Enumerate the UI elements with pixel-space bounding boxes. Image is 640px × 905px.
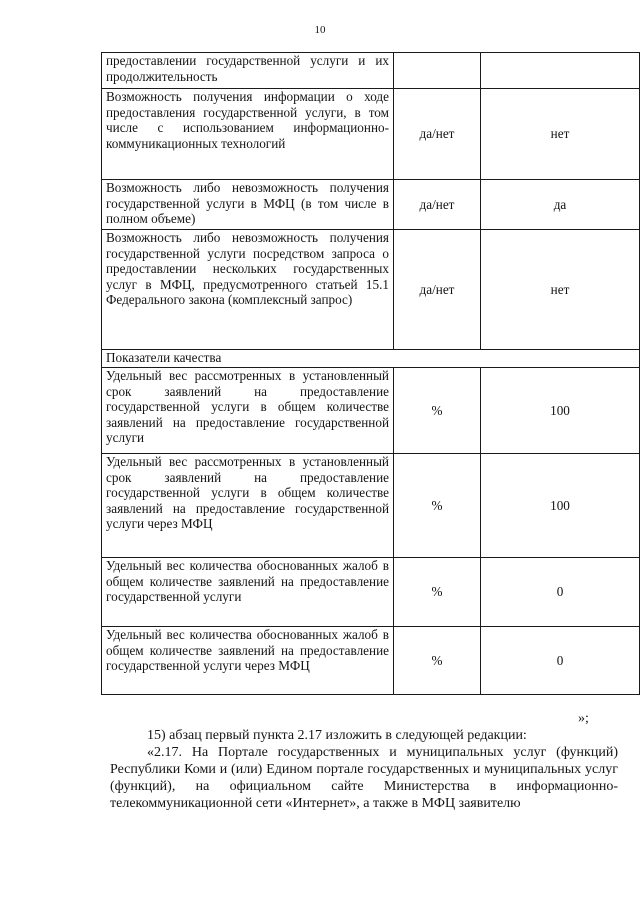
indicator-name: Возможность либо невозможность получения государственной услуги посредством запроса о предоставлении нескольких государственных услуг в МФЦ, предусмотренного статьей 15.1 Федерального закона (комплексный запрос) xyxy=(102,230,394,350)
indicator-name: предоставлении государственной услуги и их продолжительность xyxy=(102,53,394,89)
indicator-unit: % xyxy=(394,368,481,454)
table-row xyxy=(102,627,640,695)
table-row xyxy=(102,230,640,350)
indicator-value: 100 xyxy=(481,454,640,558)
paragraph-item-2-17 xyxy=(110,744,618,812)
indicator-name: Удельный вес количества обоснованных жалоб в общем количестве заявлений на предоставление государственной услуги xyxy=(102,558,394,627)
indicator-name: Удельный вес рассмотренных в установленный срок заявлений на предоставление государственной услуги в общем количестве заявлений на предоставление государственной услуги через МФЦ xyxy=(102,454,394,558)
indicator-value: да xyxy=(481,180,640,230)
page-number: 10 xyxy=(314,24,326,36)
table-row xyxy=(102,558,640,627)
indicator-name: Удельный вес количества обоснованных жалоб в общем количестве заявлений на предоставление государственной услуги через МФЦ xyxy=(102,627,394,695)
indicators-table xyxy=(101,52,640,695)
indicator-name: Возможность либо невозможность получения государственной услуги в МФЦ (в том числе в полном объеме) xyxy=(102,180,394,230)
indicator-name: Возможность получения информации о ходе предоставления государственной услуги, в том числе с использованием информационно-коммуникационных технологий xyxy=(102,89,394,180)
indicator-value xyxy=(481,53,640,89)
indicator-name: Удельный вес рассмотренных в установленный срок заявлений на предоставление государственной услуги в общем количестве заявлений на предоставление государственной услуги xyxy=(102,368,394,454)
indicator-value: нет xyxy=(481,89,640,180)
indicator-unit: да/нет xyxy=(394,230,481,350)
indicator-value: 100 xyxy=(481,368,640,454)
paragraph-item-2-17-text: «2.17. На Портале государственных и муниципальных услуг (функций) Республики Коми и (или) Едином портале государственных и муниципальных услуг (функций), на официальном сайте Министерства в информационно-телекоммуникационной сети «Интернет», а также в МФЦ заявителю xyxy=(110,745,618,811)
indicator-unit: % xyxy=(394,558,481,627)
indicator-unit: % xyxy=(394,454,481,558)
table-row xyxy=(102,368,640,454)
indicator-unit: да/нет xyxy=(394,180,481,230)
section-heading: Показатели качества xyxy=(102,350,640,368)
indicator-unit: да/нет xyxy=(394,89,481,180)
indicator-value: нет xyxy=(481,230,640,350)
indicator-unit: % xyxy=(394,627,481,695)
table-row xyxy=(102,53,640,89)
closing-quote: »; xyxy=(578,711,589,726)
section-heading-row xyxy=(102,350,640,368)
table-row xyxy=(102,180,640,230)
indicator-value: 0 xyxy=(481,627,640,695)
paragraph-item-15: 15) абзац первый пункта 2.17 изложить в следующей редакции: xyxy=(147,728,527,743)
table-row xyxy=(102,454,640,558)
table-row xyxy=(102,89,640,180)
indicator-value: 0 xyxy=(481,558,640,627)
indicator-unit xyxy=(394,53,481,89)
